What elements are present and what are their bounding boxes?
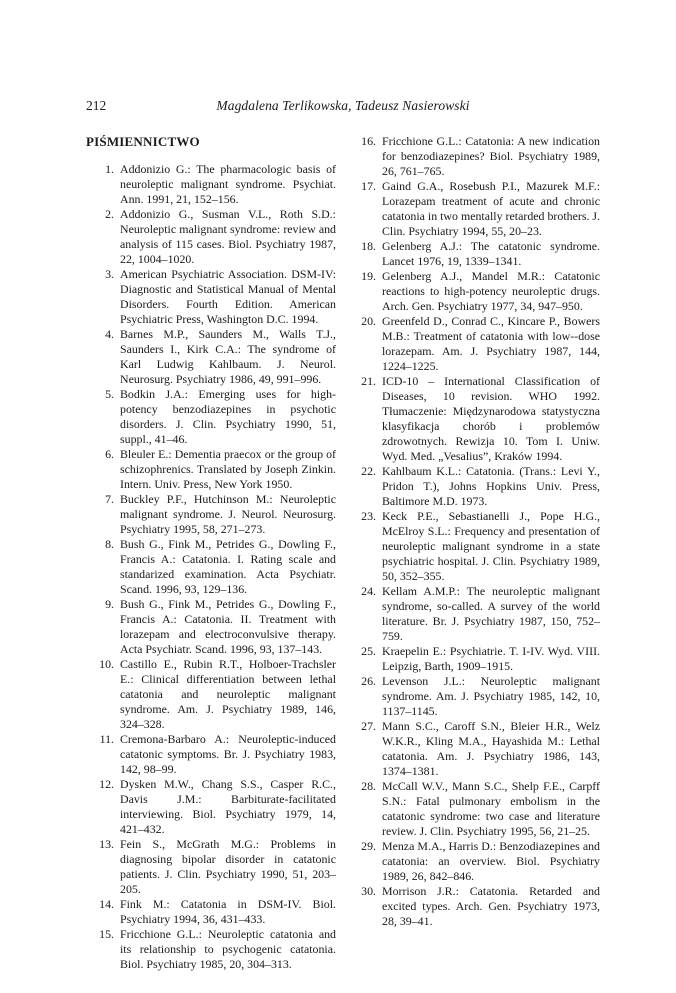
- reference-text: Kellam A.M.P.: The neuroleptic malignant syndrome, so-called. A survey of the world literature. Br. J. Psychiatry 1987, 150, 752–759.: [382, 584, 600, 643]
- reference-number: 19.: [361, 269, 376, 283]
- reference-text: Morrison J.R.: Catatonia. Retarded and excited types. Arch. Gen. Psychiatry 1973, 28, 39–41.: [382, 884, 600, 928]
- reference-item: [348, 179, 600, 239]
- reference-item: [86, 207, 336, 267]
- reference-item: [348, 269, 600, 314]
- reference-text: Castillo E., Rubin R.T., Holboer-Trachsler E.: Clinical differentiation between lethal catatonia and neuroleptic malignant syndrome. Am. J. Psychiatry 1989, 146, 324–328.: [120, 657, 336, 731]
- reference-text: Barnes M.P., Saunders M., Walls T.J., Saunders I., Kirk C.A.: The syndrome of Karl Ludwig Kahlbaum. J. Neurol. Neurosurg. Psychiatry 1986, 49, 991–996.: [120, 327, 336, 386]
- reference-text: Gaind G.A., Rosebush P.I., Mazurek M.F.: Lorazepam treatment of acute and chronic catatonia in two mentally retarded brothers. J. Clin. Psychiatry 1994, 55, 20–23.: [382, 179, 600, 238]
- reference-item: [86, 492, 336, 537]
- reference-text: Fricchione G.L.: Neuroleptic catatonia and its relationship to psychogenic catatonia. Biol. Psychiatry 1985, 20, 304–313.: [120, 927, 336, 971]
- reference-number: 12.: [99, 777, 114, 791]
- reference-item: [348, 134, 600, 179]
- reference-item: [348, 374, 600, 464]
- reference-list-left: [86, 162, 336, 972]
- reference-item: [348, 584, 600, 644]
- reference-text: Cremona-Barbaro A.: Neuroleptic-induced catatonic symptoms. Br. J. Psychiatry 1983, 142, 98–99.: [120, 732, 336, 776]
- reference-item: [348, 674, 600, 719]
- right-column: [348, 134, 600, 929]
- reference-number: 15.: [99, 927, 114, 941]
- reference-text: Dysken M.W., Chang S.S., Casper R.C., Davis J.M.: Barbiturate-facilitated interviewing. Biol. Psychiatry 1979, 14, 421–432.: [120, 777, 336, 836]
- reference-item: [348, 239, 600, 269]
- reference-number: 7.: [105, 492, 114, 506]
- reference-item: [86, 777, 336, 837]
- reference-item: [86, 897, 336, 927]
- reference-number: 27.: [361, 719, 376, 733]
- reference-text: Mann S.C., Caroff S.N., Bleier H.R., Welz W.K.R., Kling M.A., Hayashida M.: Lethal catatonia. Am. J. Psychiatry 1986, 143, 1374–1381.: [382, 719, 600, 778]
- reference-number: 9.: [105, 597, 114, 611]
- reference-number: 26.: [361, 674, 376, 688]
- reference-text: Buckley P.F., Hutchinson M.: Neuroleptic malignant syndrome. J. Neurol. Neurosurg. Psychiatry 1995, 58, 271–273.: [120, 492, 336, 536]
- reference-text: Gelenberg A.J., Mandel M.R.: Catatonic reactions to high-potency neuroleptic drugs. Arch. Gen. Psychiatry 1977, 34, 947–950.: [382, 269, 600, 313]
- reference-list-right: [348, 134, 600, 929]
- section-title: PIŚMIENNICTWO: [86, 134, 200, 149]
- reference-text: Bush G., Fink M., Petrides G., Dowling F., Francis A.: Catatonia. I. Rating scale and standarized examination. Acta Psychiatr. Scand. 1996, 93, 129–136.: [120, 537, 336, 596]
- page-number: 212: [86, 98, 107, 113]
- reference-item: [348, 839, 600, 884]
- reference-text: Bodkin J.A.: Emerging uses for high-potency benzodiazepines in psychotic disorders. J. Clin. Psychiatry 1990, 51, suppl., 41–46.: [120, 387, 336, 446]
- reference-item: [348, 719, 600, 779]
- reference-number: 17.: [361, 179, 376, 193]
- reference-number: 6.: [105, 447, 114, 461]
- reference-item: [86, 267, 336, 327]
- reference-text: Greenfeld D., Conrad C., Kincare P., Bowers M.B.: Treatment of catatonia with low--dose lorazepam. Am. J. Psychiatry 1987, 144, 1224–1225.: [382, 314, 600, 373]
- reference-number: 23.: [361, 509, 376, 523]
- reference-item: [86, 837, 336, 897]
- running-title: Magdalena Terlikowska, Tadeusz Nasierowski: [216, 98, 470, 113]
- reference-number: 8.: [105, 537, 114, 551]
- reference-text: Fink M.: Catatonia in DSM-IV. Biol. Psychiatry 1994, 36, 431–433.: [120, 897, 336, 926]
- page-header: [86, 98, 600, 118]
- reference-number: 13.: [99, 837, 114, 851]
- reference-number: 10.: [99, 657, 114, 671]
- reference-text: Gelenberg A.J.: The catatonic syndrome. Lancet 1976, 19, 1339–1341.: [382, 239, 600, 268]
- reference-text: ICD-10 – International Classification of Diseases, 10 revision. WHO 1992. Tłumaczenie: Międzynarodowa statystyczna klasyfikacja chorób i problemów zdrowotnych. Rewizja 10. Tom I. Uniw. Wyd. Med. „Vesalius”, Kraków 1994.: [382, 374, 600, 463]
- reference-number: 25.: [361, 644, 376, 658]
- reference-text: Keck P.E., Sebastianelli J., Pope H.G., McElroy S.L.: Frequency and presentation of neuroleptic malignant syndrome in a state psychiatric hospital. J. Clin. Psychiatry 1989, 50, 352–355.: [382, 509, 600, 583]
- reference-number: 11.: [99, 732, 114, 746]
- left-column: [86, 134, 336, 972]
- reference-number: 24.: [361, 584, 376, 598]
- reference-item: [348, 464, 600, 509]
- reference-item: [348, 314, 600, 374]
- reference-number: 16.: [361, 134, 376, 148]
- reference-number: 21.: [361, 374, 376, 388]
- reference-text: Addonizio G., Susman V.L., Roth S.D.: Neuroleptic malignant syndrome: review and analysis of 115 cases. Biol. Psychiatry 1987, 22, 1004–1020.: [120, 207, 336, 266]
- reference-item: [86, 927, 336, 972]
- reference-text: McCall W.V., Mann S.C., Shelp F.E., Carpff S.N.: Fatal pulmonary embolism in the catatonic syndrome: two case and literature review. J. Clin. Psychiatry 1995, 56, 21–25.: [382, 779, 600, 838]
- reference-item: [348, 509, 600, 584]
- reference-number: 1.: [105, 162, 114, 176]
- reference-item: [348, 644, 600, 674]
- reference-text: Fricchione G.L.: Catatonia: A new indication for benzodiazepines? Biol. Psychiatry 1989, 26, 761–765.: [382, 134, 600, 178]
- reference-number: 30.: [361, 884, 376, 898]
- reference-item: [86, 732, 336, 777]
- reference-text: Fein S., McGrath M.G.: Problems in diagnosing bipolar disorder in catatonic patients. J. Clin. Psychiatry 1990, 51, 203–205.: [120, 837, 336, 896]
- reference-item: [86, 657, 336, 732]
- reference-text: American Psychiatric Association. DSM-IV: Diagnostic and Statistical Manual of Mental Disorders. Fourth Edition. American Psychiatric Press, Washington D.C. 1994.: [120, 267, 336, 326]
- reference-item: [348, 884, 600, 929]
- reference-item: [86, 387, 336, 447]
- reference-text: Bleuler E.: Dementia praecox or the group of schizophrenics. Translated by Joseph Zinkin. Intern. Univ. Press, New York 1950.: [120, 447, 336, 491]
- reference-number: 22.: [361, 464, 376, 478]
- reference-number: 29.: [361, 839, 376, 853]
- reference-number: 28.: [361, 779, 376, 793]
- reference-item: [86, 162, 336, 207]
- reference-number: 2.: [105, 207, 114, 221]
- reference-text: Bush G., Fink M., Petrides G., Dowling F., Francis A.: Catatonia. II. Treatment with lorazepam and electroconvulsive therapy. Acta Psychiatr. Scand. 1996, 93, 137–143.: [120, 597, 336, 656]
- reference-number: 14.: [99, 897, 114, 911]
- reference-text: Addonizio G.: The pharmacologic basis of neuroleptic malignant syndrome. Psychiat. Ann. 1991, 21, 152–156.: [120, 162, 336, 206]
- reference-text: Kraepelin E.: Psychiatrie. T. I-IV. Wyd. VIII. Leipzig, Barth, 1909–1915.: [382, 644, 600, 673]
- reference-text: Levenson J.L.: Neuroleptic malignant syndrome. Am. J. Psychiatry 1985, 142, 10, 1137–1145.: [382, 674, 600, 718]
- reference-text: Kahlbaum K.L.: Catatonia. (Trans.: Levi Y., Pridon T.), Johns Hopkins Univ. Press, Baltimore M.D. 1973.: [382, 464, 600, 508]
- reference-item: [86, 537, 336, 597]
- reference-item: [86, 447, 336, 492]
- reference-number: 4.: [105, 327, 114, 341]
- reference-number: 18.: [361, 239, 376, 253]
- reference-number: 5.: [105, 387, 114, 401]
- reference-number: 3.: [105, 267, 114, 281]
- reference-text: Menza M.A., Harris D.: Benzodiazepines and catatonia: an overview. Biol. Psychiatry 1989, 26, 842–846.: [382, 839, 600, 883]
- reference-item: [348, 779, 600, 839]
- reference-item: [86, 597, 336, 657]
- reference-item: [86, 327, 336, 387]
- reference-number: 20.: [361, 314, 376, 328]
